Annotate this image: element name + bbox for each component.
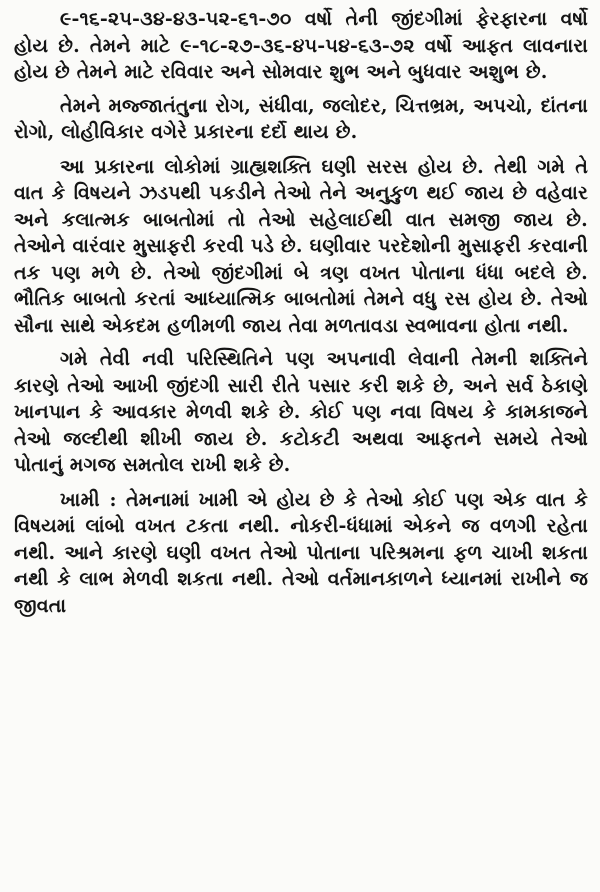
paragraph-diseases: તેમને મજ્જાતંતુના રોગ, સંધીવા, જલોદર, ચિત્તભ્રમ, અપચો, દાંતના રોગો, લોહીવિકાર વગેરે પ્રકારના દર્દો થાય છે. (14, 94, 588, 143)
paragraph-adaptability: ગમે તેવી નવી પરિસ્થિતિને પણ અપનાવી લેવાની તેમની શક્તિને કારણે તેઓ આખી જીંદગી સારી રીતે પસાર કરી શકે છે, અને સર્વ ઠેકાણે ખાનપાન કે આવકાર મેળવી શકે છે. કોઈ પણ નવા વિષય કે કામકાજને તેઓ જલ્દીથી શીખી જાય છે. કટોકટી અથવા આફતને સમયે તેઓ પોતાનું મગજ સમતોલ રાખી શકે છે. (14, 348, 588, 476)
weakness-text: તેમનામાં ખામી એ હોય છે કે તેઓ કોઈ પણ એક વાત કે વિષયમાં લાંબો વખત ટકતા નથી. નોકરી-ધંધામાં એકને જ વળગી રહેતા નથી. આને કારણે ઘણી વખત તેઓ પોતાના પરિશ્રમના ફળ ચાખી શકતા નથી કે લાભ મેળવી શકતા નથી. તેઓ વર્તમાનકાળને ધ્યાનમાં રાખીને જ જીવતા (14, 488, 588, 617)
gujarati-text-body (14, 6, 588, 888)
weakness-label: ખામી : (60, 488, 117, 511)
paragraph-change-years-and-days: ૯-૧૬-૨૫-૩૪-૪૩-૫૨-૬૧-૭૦ વર્ષો તેની જીંદગીમાં ફેરફારના વર્ષો હોય છે. તેમને માટે ૯-૧૮-૨૭-૩૬-૪૫-૫૪-૬૩-૭૨ વર્ષો આફત લાવનારા હોય છે તેમને માટે રવિવાર અને સોમવાર શુભ અને બુધવાર અશુભ છે. (14, 8, 588, 83)
paragraph-nature-and-travel: આ પ્રકારના લોકોમાં ગ્રાહ્યશક્તિ ઘણી સરસ હોય છે. તેથી ગમે તે વાત કે વિષયને ઝડપથી પકડીને તેઓ તેને અનુકુળ થઈ જાય છે વહેવાર અને કલાત્મક બાબતોમાં તો તેઓ સહેલાઈથી વાત સમજી જાય છે. તેઓને વારંવાર મુસાફરી કરવી પડે છે. ઘણીવાર પરદેશોની મુસાફરી કરવાની તક પણ મળે છે. તેઓ જીંદગીમાં બે ત્રણ વખત પોતાના ધંધા બદલે છે. ભૌતિક બાબતો કરતાં આધ્યાત્મિક બાબતોમાં તેમને વધુ રસ હોય છે. તેઓ સૌના સાથે એકદમ હળીમળી જાય તેવા મળતાવડા સ્વભાવના હોતા નથી. (14, 155, 588, 337)
paragraph-weakness (14, 487, 588, 620)
